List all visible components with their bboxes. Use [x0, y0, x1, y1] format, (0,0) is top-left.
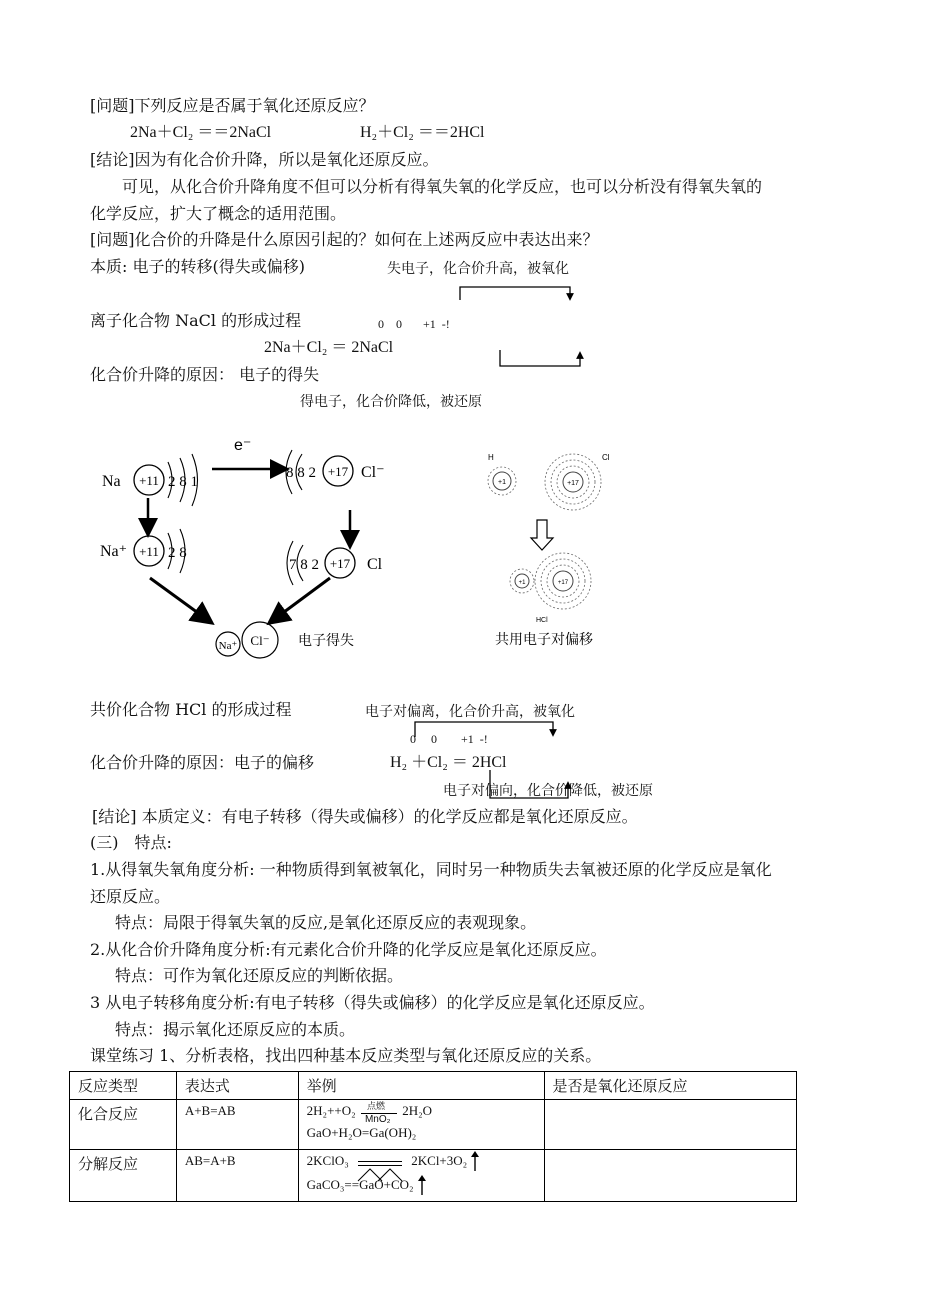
pair-toward-label: 电子对偏向，化合价降低，被还原 [443, 783, 653, 799]
covalent-title: 共价化合物 HCl 的形成过程 [90, 700, 292, 719]
point-1a: 1.从得氧失氧角度分析: 一种物质得到氧被氧化，同时另一种物质失去氧被还原的化学反应是氧化 [90, 860, 772, 879]
pair-toward-bracket [490, 770, 568, 798]
question-1: [问题]下列反应是否属于氧化还原反应？ [90, 96, 375, 115]
covalent-valences: 0 0 +1 -! [410, 732, 488, 746]
ionic-title: 离子化合物 NaCl 的形成过程 [90, 311, 302, 330]
row-expression: A+B=AB [176, 1100, 298, 1150]
na-core-label: +11 [139, 473, 159, 488]
example-1-reactants: 2H₂++O₂ [306, 1103, 356, 1118]
cl-to-product-arrow [276, 578, 330, 618]
exercise-heading: 课堂练习 1、分析表格，找出四种基本反应类型与氧化还原反应的关系。 [90, 1046, 602, 1065]
cl-core-label-2: +17 [567, 480, 579, 487]
row-answer [544, 1100, 796, 1150]
essence-line: 本质: 电子的转移(得失或偏移) [90, 257, 305, 276]
na-atom-label: Na [102, 473, 121, 490]
cl-atom-label: Cl [367, 556, 383, 573]
product-na-label: Na⁺ [218, 640, 238, 652]
na-ion-shells-label: 2 8 [168, 545, 187, 561]
gain-electron-label: 得电子，化合价降低，被还原 [300, 394, 482, 410]
header-is-redox: 是否是氧化还原反应 [544, 1072, 796, 1100]
electron-label: e⁻ [234, 437, 252, 454]
point-3a: 3 从电子转移角度分析:有电子转移（得失或偏移）的化学反应是氧化还原反应。 [90, 993, 655, 1012]
pair-away-label: 电子对偏离，化合价升高，被氧化 [365, 704, 575, 720]
header-expression: 表达式 [176, 1072, 298, 1100]
ionic-caption: 电子得失 [298, 633, 354, 649]
na-ion-to-product-arrow [150, 578, 205, 618]
pair-away-bracket [415, 722, 553, 737]
row-type: 分解反应 [70, 1150, 177, 1202]
row-example [298, 1100, 544, 1150]
paragraph-1a: 可见，从化合价升降角度不但可以分析有得氧失氧的化学反应，也可以分析没有得氧失氧的 [122, 177, 763, 196]
na-ion-label: Na⁺ [100, 543, 128, 560]
point-1b: 还原反应。 [90, 887, 171, 906]
question-2: [问题]化合价的升降是什么原因引起的？如何在上述两反应中表达出来？ [90, 230, 599, 249]
h-core-label: +1 [498, 479, 506, 486]
reason-1: 化合价升降的原因： 电子的得失 [90, 365, 320, 384]
table-row [70, 1150, 797, 1202]
section-3-heading: (三) 特点: [90, 833, 172, 852]
ionic-equation: 2Na＋Cl₂ ＝ 2NaCl [264, 339, 394, 356]
formation-arrow [531, 520, 553, 550]
covalent-diagram [488, 453, 610, 648]
example-1-product: 2KCl+3O₂ [411, 1153, 468, 1168]
conclusion-2: [结论] 本质定义：有电子转移（得失或偏移）的化学反应都是氧化还原反应。 [92, 807, 638, 826]
reaction-condition [359, 1103, 399, 1123]
equation-hcl: H₂＋Cl₂ ＝＝2HCl [360, 124, 485, 141]
header-example: 举例 [298, 1072, 544, 1100]
condition-top: 点燃 [366, 1101, 385, 1111]
condition-line-top [358, 1161, 402, 1162]
conclusion-1: [结论]因为有化合价升降，所以是氧化还原反应。 [90, 150, 439, 169]
h-atom-label: H [488, 453, 494, 462]
gain-electron-bracket [500, 350, 580, 366]
example-1-product: 2H₂O [402, 1103, 432, 1118]
equation-nacl: 2Na＋Cl₂ ＝＝2NaCl [130, 124, 272, 141]
condition-bottom: MnO₂ [364, 1114, 391, 1125]
reason-2: 化合价升降的原因：电子的偏移 [90, 753, 315, 772]
cl-atom-label-2: Cl [602, 453, 610, 462]
example-1-reactants: 2KClO₃ [306, 1153, 349, 1168]
point-1-feature: 特点：局限于得氧失氧的反应,是氧化还原反应的表观现象。 [115, 913, 537, 932]
point-2a: 2.从化合价升降角度分析:有元素化合价升降的化学反应是氧化还原反应。 [90, 940, 607, 959]
paragraph-1b: 化学反应，扩大了概念的适用范围。 [90, 204, 347, 223]
table-header-row [70, 1072, 797, 1100]
cl-ion-shells-label: 8 8 2 [286, 465, 316, 481]
covalent-equation: H₂ ＋Cl₂ ＝ 2HCl [390, 754, 507, 771]
example-2: GaCO₃==GaO+CO₂ [306, 1177, 414, 1192]
condition-line-bottom [358, 1165, 402, 1166]
point-3-feature: 特点：揭示氧化还原反应的本质。 [115, 1020, 356, 1039]
table-row [70, 1100, 797, 1150]
point-2-feature: 特点：可作为氧化还原反应的判断依据。 [115, 966, 404, 985]
cl-core-label: +17 [329, 556, 351, 571]
hcl-label: HCl [536, 617, 548, 624]
cl-shells-label: 7 8 2 [289, 557, 319, 573]
hcl-cl-core: +17 [557, 580, 569, 586]
cl-ion-core-label: +17 [327, 464, 349, 479]
row-expression: AB=A+B [176, 1150, 298, 1202]
row-answer [544, 1150, 796, 1202]
decomposition-condition [352, 1153, 408, 1175]
hcl-h-core: +1 [518, 580, 526, 586]
covalent-caption: 共用电子对偏移 [495, 632, 593, 648]
lose-electron-label: 失电子，化合价升高，被氧化 [387, 261, 569, 277]
na-ion-core-label: +11 [139, 544, 159, 559]
product-cl-label: Cl⁻ [250, 633, 270, 648]
exercise-table [69, 1071, 797, 1202]
example-2: GaO+H₂O=Ga(OH)₂ [306, 1125, 417, 1140]
na-shells-label: 2 8 1 [168, 474, 198, 490]
row-example [298, 1150, 544, 1202]
lose-electron-bracket [460, 287, 570, 300]
header-type: 反应类型 [70, 1072, 177, 1100]
heat-triangles [352, 1167, 408, 1197]
cl-ion-label: Cl⁻ [361, 464, 385, 481]
row-type: 化合反应 [70, 1100, 177, 1150]
ionic-diagram [100, 437, 385, 658]
ionic-valences: 0 0 +1 -! [378, 317, 450, 331]
